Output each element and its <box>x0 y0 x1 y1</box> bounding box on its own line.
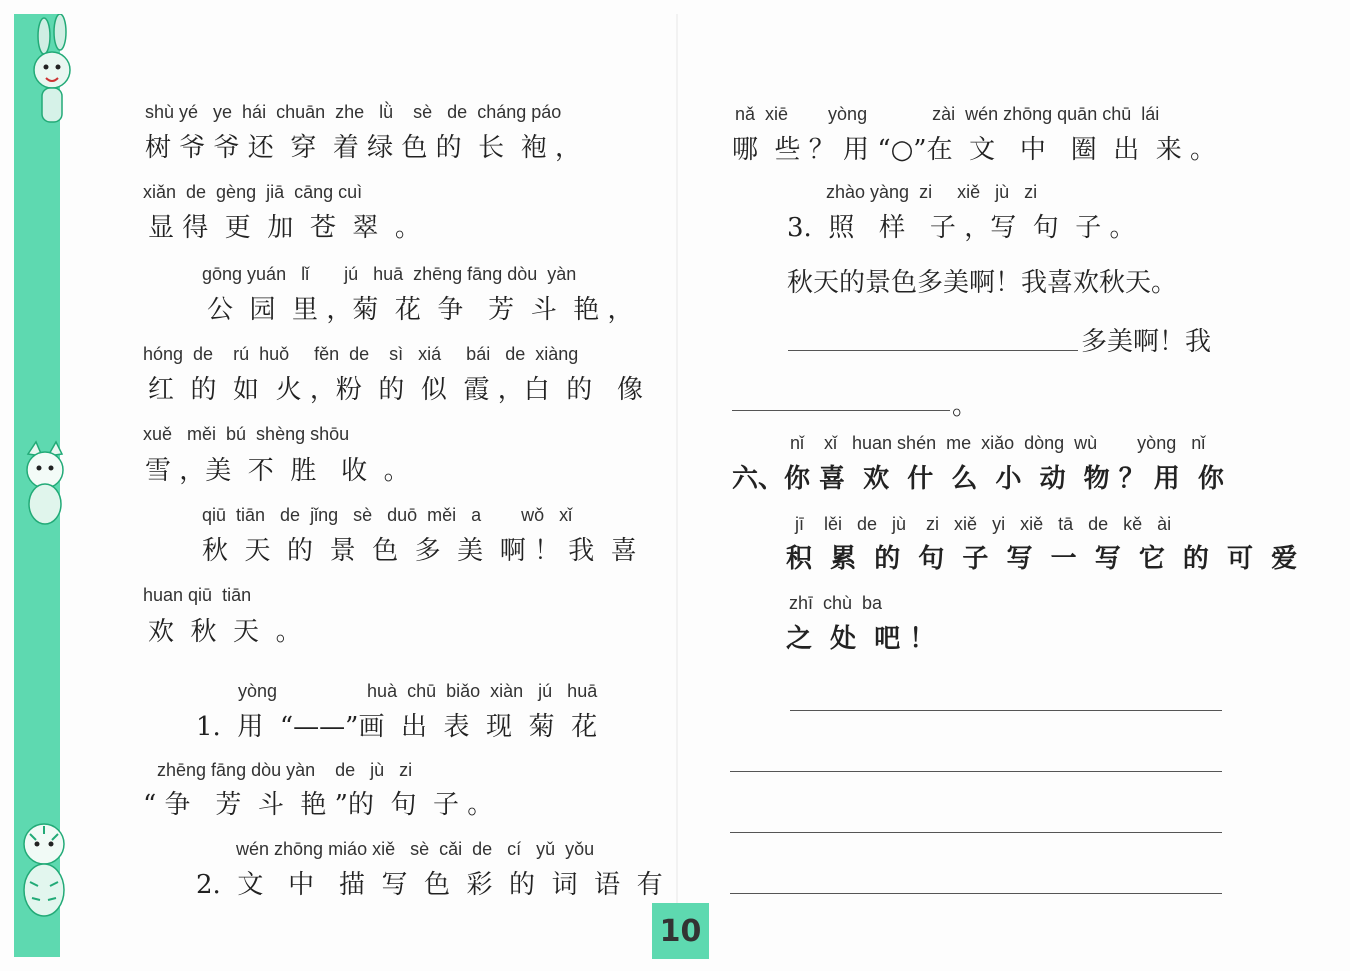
poem-line: 欢 秋 天 。 <box>148 617 302 647</box>
question-6-cont: 积 累 的 句 子 写 一 写 它 的 可 爱 <box>786 544 1298 574</box>
example-sentence: 秋天的景色多美啊！我喜欢秋天。 <box>787 268 1178 298</box>
writing-line[interactable] <box>730 893 1222 894</box>
pinyin-line: jī lěi de jù zi xiě yi xiě tā de kě ài <box>795 514 1172 534</box>
question-1-cont: “ 争 芳 斗 艳 ”的 句 子 。 <box>143 790 494 820</box>
question-3: 3. 照 样 子 ，写 句 子 。 <box>787 213 1136 243</box>
pinyin-line: wén zhōng miáo xiě sè cǎi de cí yǔ yǒu <box>236 839 595 859</box>
poem-line: 雪 ，美 不 胜 收 。 <box>145 456 410 486</box>
pinyin-line: zhī chù ba <box>789 593 883 613</box>
answer-blank[interactable] <box>732 410 950 411</box>
writing-line[interactable] <box>730 771 1222 772</box>
page-fold <box>676 14 678 957</box>
pinyin-line: gōng yuán lǐ jú huā zhēng fāng dòu yàn <box>202 264 577 284</box>
answer-blank[interactable] <box>788 350 1078 351</box>
poem-line: 秋 天 的 景 色 多 美 啊 ！ 我 喜 <box>202 536 637 566</box>
pinyin-line: nǎ xiē yòng zài wén zhōng quān chū lái <box>735 104 1160 124</box>
writing-line[interactable] <box>730 832 1222 833</box>
pinyin-line: xuě měi bú shèng shōu <box>143 424 350 444</box>
tiger-icon <box>12 816 76 926</box>
fill-in-end: 。 <box>952 391 979 421</box>
pinyin-line: shù yé ye hái chuān zhe lǜ sè de cháng páo <box>145 102 562 122</box>
poem-line: 公 园 里 ，菊 花 争 芳 斗 艳 ， <box>207 295 634 325</box>
fill-in-text: 多美啊！我 <box>1081 327 1212 357</box>
question-6: 六、你 喜 欢 什 么 小 动 物 ？ 用 你 <box>732 464 1224 494</box>
pinyin-line: zhēng fāng dòu yàn de jù zi <box>157 760 413 780</box>
pinyin-line: xiǎn de gèng jiā cāng cuì <box>143 182 363 202</box>
pinyin-line: nǐ xǐ huan shén me xiǎo dòng wù yòng nǐ <box>790 433 1206 453</box>
rabbit-icon <box>16 14 82 134</box>
pinyin-line: qiū tiān de jǐng sè duō měi a wǒ xǐ <box>202 505 573 525</box>
poem-line: 红 的 如 火 ，粉 的 似 霞 ，白 的 像 <box>148 375 644 405</box>
question-1: 1. 用 “——”画 出 表 现 菊 花 <box>196 712 598 742</box>
pinyin-line: huan qiū tiān <box>143 585 252 605</box>
question-2: 2. 文 中 描 写 色 彩 的 词 语 有 <box>196 870 663 900</box>
pinyin-line: hóng de rú huǒ fěn de sì xiá bái de xiàng <box>143 344 579 364</box>
pinyin-line: zhào yàng zi xiě jù zi <box>826 182 1038 202</box>
poem-line: 显 得 更 加 苍 翠 。 <box>148 213 421 243</box>
question-6-end: 之 处 吧 ！ <box>786 624 936 654</box>
page-number: 10 <box>652 903 709 959</box>
pinyin-line: yòng huà chū biǎo xiàn jú huā <box>238 681 598 701</box>
kitten-icon <box>14 440 76 530</box>
writing-line[interactable] <box>790 710 1222 711</box>
poem-line: 树 爷 爷 还 穿 着 绿 色 的 长 袍 ， <box>145 133 581 163</box>
question-2-cont: 哪 些 ？ 用 “○”在 文 中 圈 出 来 。 <box>732 135 1217 165</box>
